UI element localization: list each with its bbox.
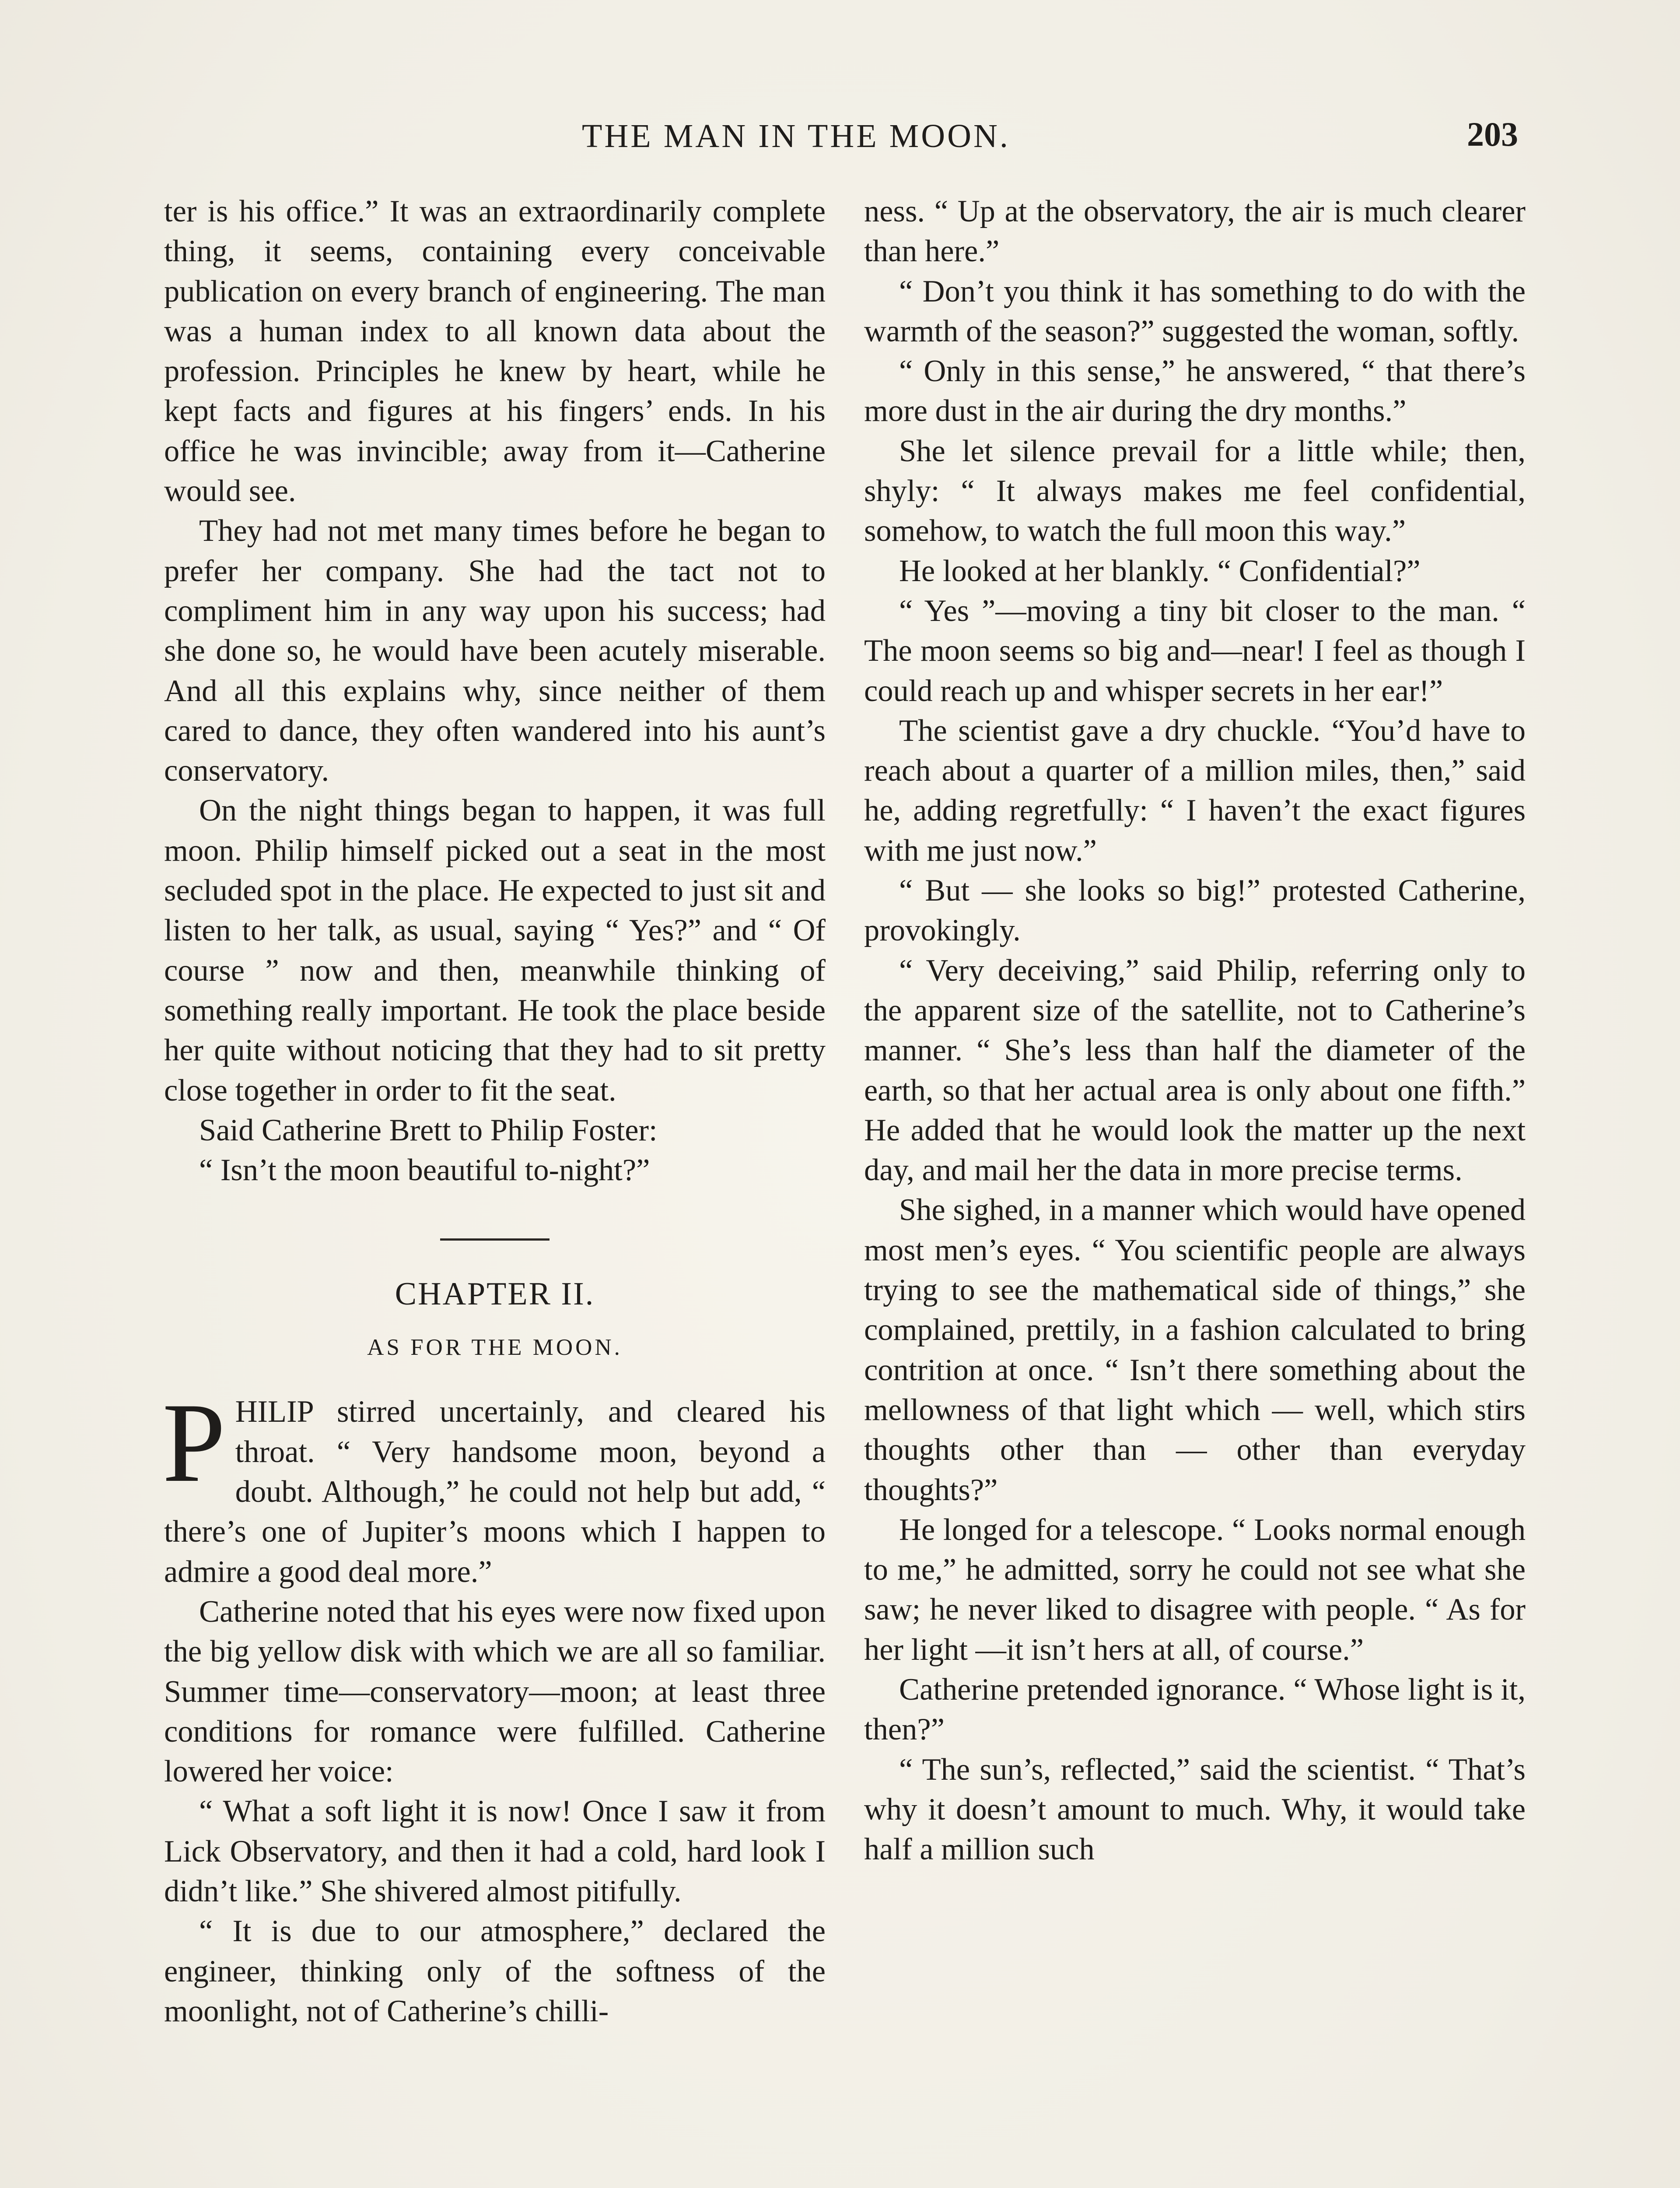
- drop-cap-paragraph-text: HILIP stirred uncertainly, and cleared his throat. “ Very handsome moon, beyond a doubt. Although,” he could not help but add, “ there’s one of Jupiter’s moons which I happen to admire a good deal more.”: [164, 1395, 826, 1589]
- paragraph: On the night things began to happen, it was full moon. Philip himself picked out a seat in the most secluded spot in the place. He expected to just sit and listen to her talk, as usual, saying “ Yes?” and “ Of course ” now and then, meanwhile thinking of something really important. He took the place beside her quite without noticing that they had to sit pretty close together in order to fit the seat.: [164, 793, 826, 1108]
- paragraph: “ But — she looks so big!” protested Catherine, provokingly.: [864, 873, 1526, 948]
- paragraph: ter is his office.” It was an extraordinarily complete thing, it seems, containing every conceivable publication on every branch of engineering. The man was a human index to all known data about the profession. Principles he knew by heart, while he kept facts and figures at his fingers’ ends. In his office he was invincible; away from it—Catherine would see.: [164, 194, 826, 508]
- paragraph: “ Very deceiving,” said Philip, referring only to the apparent size of the satellite, not to Catherine’s manner. “ She’s less than half the diameter of the earth, so that her actual area is only about one fifth.” He added that he would look the matter up the next day, and mail her the data in more precise terms.: [864, 953, 1526, 1188]
- chapter-title: CHAPTER II.: [395, 1276, 595, 1312]
- chapter-subtitle: AS FOR THE MOON.: [367, 1335, 623, 1360]
- paragraph: Catherine noted that his eyes were now fixed upon the big yellow disk with which we are all so familiar. Summer time—conservatory—moon; at least three conditions for romance were fulfilled. Catherine lowered her voice:: [164, 1594, 826, 1789]
- paragraph-with-drop-cap: [162, 1380, 826, 1592]
- paragraph: They had not met many times before he began to prefer her company. She had the tact not to compliment him in any way upon his success; had she done so, he would have been acutely miserable. And all this explains why, since neither of them cared to dance, they often wandered into his aunt’s conservatory.: [164, 514, 826, 788]
- paragraph: “ Don’t you think it has something to do with the warmth of the season?” suggested the woman, softly.: [864, 274, 1526, 348]
- paragraph: Catherine pretended ignorance. “ Whose light is it, then?”: [864, 1672, 1526, 1747]
- left-column: [164, 192, 826, 2031]
- drop-cap: P: [162, 1380, 226, 1506]
- paragraph: “ Isn’t the moon beautiful to-night?”: [199, 1153, 650, 1188]
- paragraph: “ Yes ”—moving a tiny bit closer to the man. “ The moon seems so big and—near! I feel as though I could reach up and whisper secrets in her ear!”: [864, 593, 1526, 708]
- section-divider: [440, 1238, 550, 1241]
- paragraph: Said Catherine Brett to Philip Foster:: [199, 1113, 658, 1147]
- paragraph: “ The sun’s, reflected,” said the scientist. “ That’s why it doesn’t amount to much. Why, it would take half a million such: [864, 1752, 1526, 1867]
- paragraph: She sighed, in a manner which would have opened most men’s eyes. “ You scientific people are always trying to see the mathematical side of things,” she complained, prettily, in a fashion calculated to bring contrition at once. “ Isn’t there something about the mellowness of that light which — well, which stirs thoughts other than — other than everyday thoughts?”: [864, 1193, 1526, 1507]
- paragraph: “ It is due to our atmosphere,” declared the engineer, thinking only of the softness of the moonlight, not of Catherine’s chilli-: [164, 1914, 826, 2028]
- paragraph: The scientist gave a dry chuckle. “You’d have to reach about a quarter of a million miles, then,” said he, adding regretfully: “ I haven’t the exact figures with me just now.”: [864, 713, 1526, 868]
- paragraph: “ What a soft light it is now! Once I saw it from Lick Observatory, and then it had a cold, hard look I didn’t like.” She shivered almost pitifully.: [164, 1794, 826, 1908]
- paragraph: “ Only in this sense,” he answered, “ that there’s more dust in the air during the dry months.”: [864, 354, 1526, 428]
- running-title: THE MAN IN THE MOON.: [582, 118, 1010, 154]
- paragraph: She let silence prevail for a little while; then, shyly: “ It always makes me feel confidential, somehow, to watch the full moon this way.”: [864, 434, 1526, 548]
- paragraph: ness. “ Up at the observatory, the air is much clearer than here.”: [864, 194, 1526, 269]
- right-column: [864, 192, 1526, 1869]
- paragraph: He longed for a telescope. “ Looks normal enough to me,” he admitted, sorry he could not see what she saw; he never liked to disagree with people. “ As for her light —it isn’t hers at all, of course.”: [864, 1512, 1526, 1667]
- paragraph: He looked at her blankly. “ Confidential?”: [899, 554, 1421, 588]
- page-number: 203: [1467, 115, 1518, 153]
